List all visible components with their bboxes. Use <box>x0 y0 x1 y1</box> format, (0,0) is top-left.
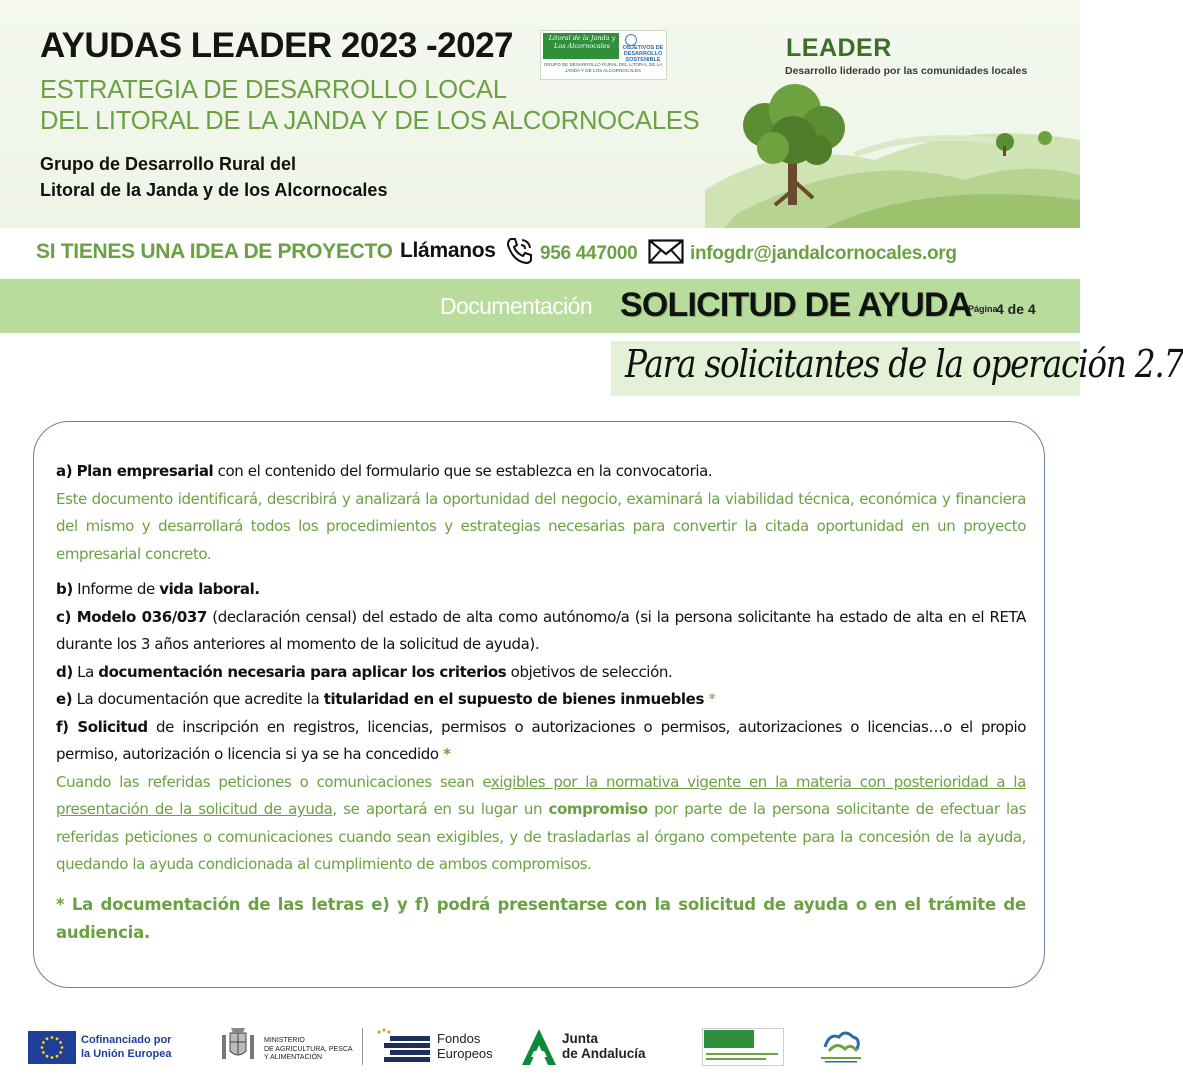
project-idea-text: SI TIENES UNA IDEA DE PROYECTO <box>36 240 393 263</box>
eu-flag-icon <box>28 1031 76 1064</box>
junta-line1: Junta <box>562 1031 599 1046</box>
item-e: e) La documentación que acredite la titularidad en el supuesto de bienes inmuebles * <box>56 690 716 708</box>
eu-text-line2: la Unión Europea <box>81 1048 172 1060</box>
item-a: a) Plan empresarial con el contenido del formulario que se establezca en la convocatoria. <box>56 462 713 480</box>
eu-text-line1: Cofinanciado por <box>81 1034 172 1046</box>
document-list <box>56 458 1026 947</box>
item-f-note: Cuando las referidas peticiones o comunicaciones sean exigibles por la normativa vigente en la materia con posterioridad a la presentación de la solicitud de ayuda, se aportará en su lugar un compromiso por parte de la persona solicitante de efectuar las referidas peticiones o comunicaciones cuando sean exigibles, y de trasladarlas al órgano competente para la concesión de la ayuda, quedando la ayuda condicionada al cumplimiento de ambos compromisos. <box>56 772 1026 873</box>
page-word: Página <box>968 304 998 314</box>
litoral-ods-logo <box>540 30 667 80</box>
junta-andalucia-text <box>562 1031 646 1061</box>
eu-cofinanced-text <box>81 1033 171 1061</box>
fondos-line2: Europeos <box>437 1046 493 1061</box>
documentation-label: Documentación <box>440 293 593 319</box>
ods-logo-caption: GRUPO DE DESARROLLO RURAL DEL LITORAL DE LA JANDA Y DE LOS ALCORNOCALES <box>543 62 663 73</box>
final-note: * La documentación de las letras e) y f) podrá presentarse con la solicitud de ayuda o en el trámite de audiencia. <box>56 894 1026 942</box>
gdr-logo-icon <box>815 1027 867 1067</box>
junta-andalucia-icon <box>520 1027 558 1067</box>
leader-logo-word: LEADER <box>786 34 892 62</box>
fondos-europeos-text <box>437 1031 493 1061</box>
fondos-line1: Fondos <box>437 1031 481 1046</box>
page-title: AYUDAS LEADER 2023 -2027 <box>40 26 514 65</box>
litoral-ods-small-logo <box>702 1028 784 1066</box>
ods-logo-script: Litoral de la Janda y Los Alcornocales <box>548 34 616 50</box>
operation-heading: Para solicitantes de la operación 2.7 <box>625 342 1183 386</box>
ministry-line2: DE AGRICULTURA, PESCA <box>264 1045 353 1053</box>
fondos-europeos-icon <box>374 1027 430 1067</box>
group-name-line2: Litoral de la Janda y de los Alcornocales <box>40 180 388 200</box>
item-a-note: Este documento identificará, describirá y analizará la oportunidad del negocio, examinará la viabilidad técnica, económica y financiera del mismo y desarrollará todos los procedimientos y estrategias necesarias para convertir la citada oportunidad en un proyecto empresarial concreto. <box>56 489 1026 563</box>
junta-line2: de Andalucía <box>562 1046 646 1061</box>
strategy-title-line2: DEL LITORAL DE LA JANDA Y DE LOS ALCORNOCALES <box>40 107 700 135</box>
phone-icon <box>503 235 535 267</box>
strategy-title-line1: ESTRATEGIA DE DESARROLLO LOCAL <box>40 76 507 104</box>
item-b: b) Informe de vida laboral. <box>56 580 260 598</box>
group-name-line1: Grupo de Desarrollo Rural del <box>40 154 297 174</box>
leader-tagline: Desarrollo liderado por las comunidades locales <box>785 65 1028 77</box>
call-us-text: Llámanos <box>400 239 496 262</box>
landscape-illustration <box>705 80 1080 228</box>
ministry-text <box>264 1037 353 1063</box>
page-number: 4 de 4 <box>996 301 1036 317</box>
request-title: SOLICITUD DE AYUDA <box>620 286 972 324</box>
footer-divider <box>362 1028 363 1065</box>
ministry-line3: Y ALIMENTACIÓN <box>264 1054 323 1061</box>
ods-logo-text: OBJETIVOS DE DESARROLLO SOSTENIBLE <box>622 45 664 63</box>
mail-icon <box>648 239 684 264</box>
spain-coat-of-arms-icon <box>218 1025 258 1065</box>
email-address[interactable]: infogdr@jandalcornocales.org <box>690 243 957 264</box>
ministry-line1: MINISTERIO <box>264 1037 305 1044</box>
item-f: f) Solicitud de inscripción en registros, licencias, permisos o autorizaciones o permisos, autorizaciones o licencias…o el propio permiso, autorización o licencia si ya se ha concedido * <box>56 717 1027 763</box>
item-c: c) Modelo 036/037 (declaración censal) del estado de alta como autónomo/a (si la persona solicitante ha estado de alta en el RETA durante los 3 años anteriores al momento de la solicitud de ayuda). <box>56 607 1027 653</box>
phone-number[interactable]: 956 447000 <box>540 243 638 264</box>
item-d: d) La documentación necesaria para aplicar los criterios objetivos de selección. <box>56 662 673 681</box>
